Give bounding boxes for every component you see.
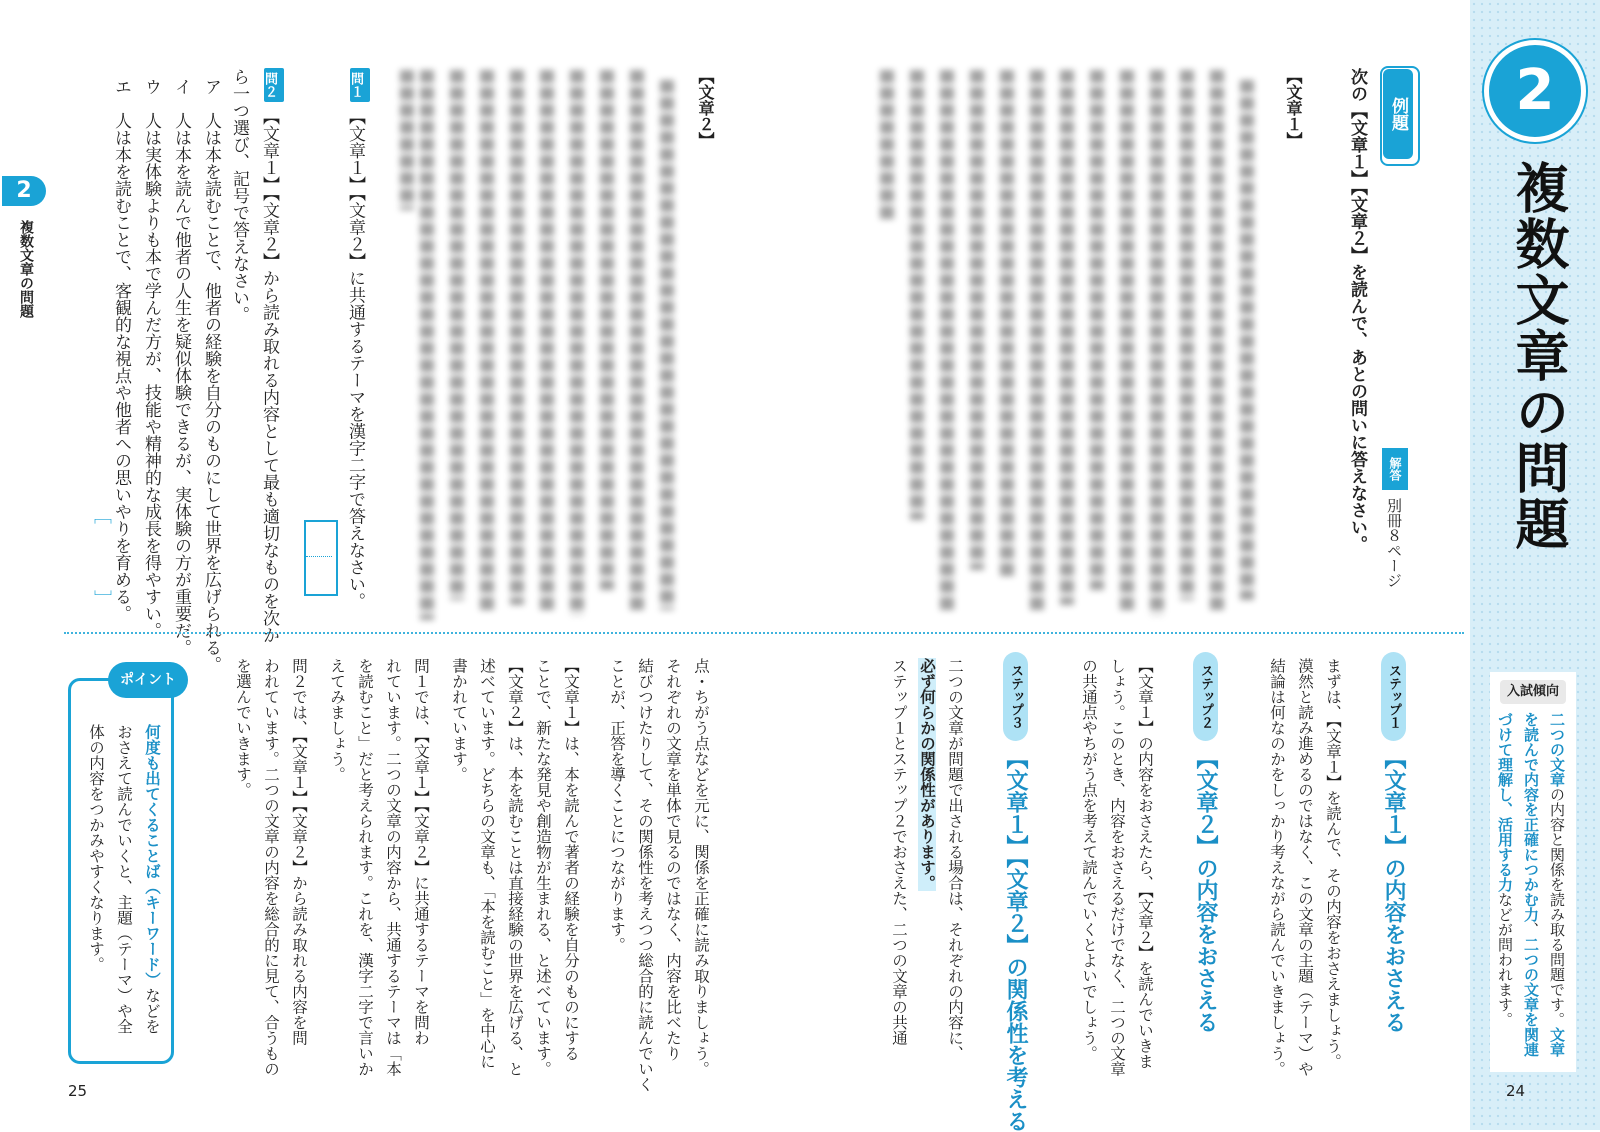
text2-blurred: [400, 70, 690, 630]
step3-body-7: ことが、正答を導くことにつながります。: [608, 658, 626, 953]
step3-body-2: 必ず何らかの関係性があります。: [918, 658, 936, 891]
explain-10: 問２では、【文章１】【文章２】から読み取れる内容を問: [290, 658, 308, 1046]
explain-8: を読むこと」だと考えられます。これを、漢字二字で言いか: [356, 658, 374, 1077]
step3-title: 【文章１】【文章２】の関係性を考える: [1003, 747, 1028, 1132]
explain-9: えてみましょう。: [328, 658, 346, 782]
trend-plain-2: 、: [1522, 922, 1540, 937]
explain-4: 述べています。どちらの文章も、「本を読むこと」を中心に: [478, 658, 496, 1069]
q1-text: 【文章１】【文章２】に共通するテーマを漢字二字で答えなさい。: [345, 108, 365, 610]
q2-bracket-open: ［: [91, 506, 112, 524]
explain-6: 問１では、【文章１】【文章２】に共通するテーマを問わ: [412, 658, 430, 1046]
choice-u: ウ 人は実体験よりも本で学んだ方が、技能や精神的な成長を得やすい。: [141, 78, 161, 639]
step3-body-3: ステップ１とステップ２でおさえた、二つの文章の共通: [890, 658, 908, 1046]
explain-3: 【文章２】は、本を読むことは直接経験の世界を広げる、と: [506, 658, 524, 1077]
explain-2: ことで、新たな発見や創造物が生まれる、と述べています。: [534, 658, 552, 1077]
q2-text-2: ら一つ選び、記号で答えなさい。: [229, 68, 249, 323]
page-number-right: 24: [1506, 1082, 1526, 1100]
chapter-number-badge: 2: [1484, 40, 1586, 142]
page-number-left: 25: [68, 1082, 88, 1100]
trend-key-3: 二つの文章を関連づけて理解し、活用する力: [1496, 712, 1540, 1057]
point-text: [82, 724, 166, 1044]
step1-body-3: 結論は何なのかをしっかり考えながら読んでいきましょう。: [1268, 658, 1286, 1077]
trend-plain-3: などが問われます。: [1496, 892, 1514, 1027]
text1-label: 【文章１】: [1284, 68, 1303, 148]
question-2: [254, 68, 284, 644]
point-key: 何度も出てくることば（キーワード）: [143, 724, 161, 988]
step3-body-1: 二つの文章が問題で出される場合は、それぞれの内容に、: [946, 658, 964, 1061]
text1-blurred: [860, 70, 1270, 630]
example-badge: 例題: [1383, 69, 1413, 159]
q2-bracket-close: ］: [91, 590, 112, 608]
step3-header: [1000, 652, 1031, 1132]
example-instruction: 次の【文章１】【文章２】を読んで、あとの問いに答えなさい。: [1347, 68, 1367, 553]
step3-body-2-wrap: [912, 658, 942, 891]
side-chapter-label: 複数文章の問題: [18, 220, 34, 318]
q2-tag: 問２: [264, 68, 284, 102]
choice-i: イ 人は本を読んで他者の人生を疑似体験できるが、実体験の方が重要だ。: [171, 78, 191, 656]
choice-e: エ 人は本を読むことで、客観的な視点や他者への思いやりを育める。: [111, 78, 131, 622]
answer-tag: 解答: [1382, 448, 1408, 490]
explain-1: 【文章１】は、本を読んで著者の経験を自分のものにする: [562, 658, 580, 1061]
choice-a: ア 人は本を読むことで、他者の経験を自分のものにして世界を広げられる。: [201, 78, 221, 673]
q1-answer-box-divider: [306, 556, 332, 557]
step2-title: 【文章２】の内容をおさえる: [1193, 747, 1218, 1033]
step3-body-6: 結びつけたりして、その関係性を考えつつ総合的に読んでいく: [636, 658, 654, 1092]
explain-5: 書かれています。: [450, 658, 468, 782]
text2-label: 【文章２】: [696, 68, 715, 148]
step2-badge: ステップ２: [1193, 652, 1218, 741]
step2-body-1: 【文章１】の内容をおさえたら、【文章２】を読んでいきま: [1136, 658, 1154, 1069]
chapter-title: 複数文章の問題: [1507, 160, 1570, 552]
q2-text-1: 【文章１】【文章２】から読み取れる内容として最も適切なものを次か: [259, 108, 279, 644]
step3-body-5: それぞれの文章を単体で見るのではなく、内容を比べたり: [664, 658, 682, 1061]
step1-body-1: まずは、【文章１】を読んで、その内容をおさえましょう。: [1324, 658, 1342, 1069]
step3-badge: ステップ３: [1003, 652, 1028, 741]
trend-label: 入試傾向: [1500, 680, 1566, 704]
trend-key-1: 二つの文章: [1548, 712, 1566, 787]
step2-body-3: の共通点やちがう点を考えて読んでいくとよいでしょう。: [1080, 658, 1098, 1061]
point-badge: ポイント: [108, 662, 188, 698]
trend-plain-1: の内容と関係を読み取る問題です。: [1548, 787, 1566, 1027]
q1-tag: 問１: [350, 68, 370, 102]
step2-header: [1190, 652, 1221, 1033]
step1-badge: ステップ１: [1381, 652, 1406, 741]
step1-title: 【文章１】の内容をおさえる: [1381, 747, 1406, 1033]
section-divider: [64, 632, 1464, 634]
q1-answer-box[interactable]: [304, 520, 338, 596]
step1-body-2: 漠然と読み進めるのではなく、この文章の主題（テーマ）や: [1296, 658, 1314, 1077]
trend-key-2: 文章を読んで内容を正確につかむ力: [1522, 712, 1566, 1057]
step2-body-2: しょう。このとき、内容をおさえるだけでなく、二つの文章: [1108, 658, 1126, 1077]
point-rest: などをおさえて読んでいくと、主題（テーマ）や全体の内容をつかみやすくなります。: [87, 724, 161, 1034]
step3-body-4: 点・ちがう点などを元に、関係を正確に読み取りましょう。: [692, 658, 710, 1077]
answer-reference: 別冊８ページ: [1385, 498, 1403, 588]
explain-7: れています。二つの文章の内容から、共通するテーマは「本: [384, 658, 402, 1077]
explain-11: われています。二つの文章の内容を総合的に見て、合うもの: [262, 658, 280, 1077]
explain-12: を選んでいきます。: [234, 658, 252, 798]
side-chapter-number: 2: [2, 176, 46, 206]
question-1: [340, 68, 370, 610]
trend-text: [1492, 712, 1570, 1062]
step1-header: [1378, 652, 1409, 1033]
